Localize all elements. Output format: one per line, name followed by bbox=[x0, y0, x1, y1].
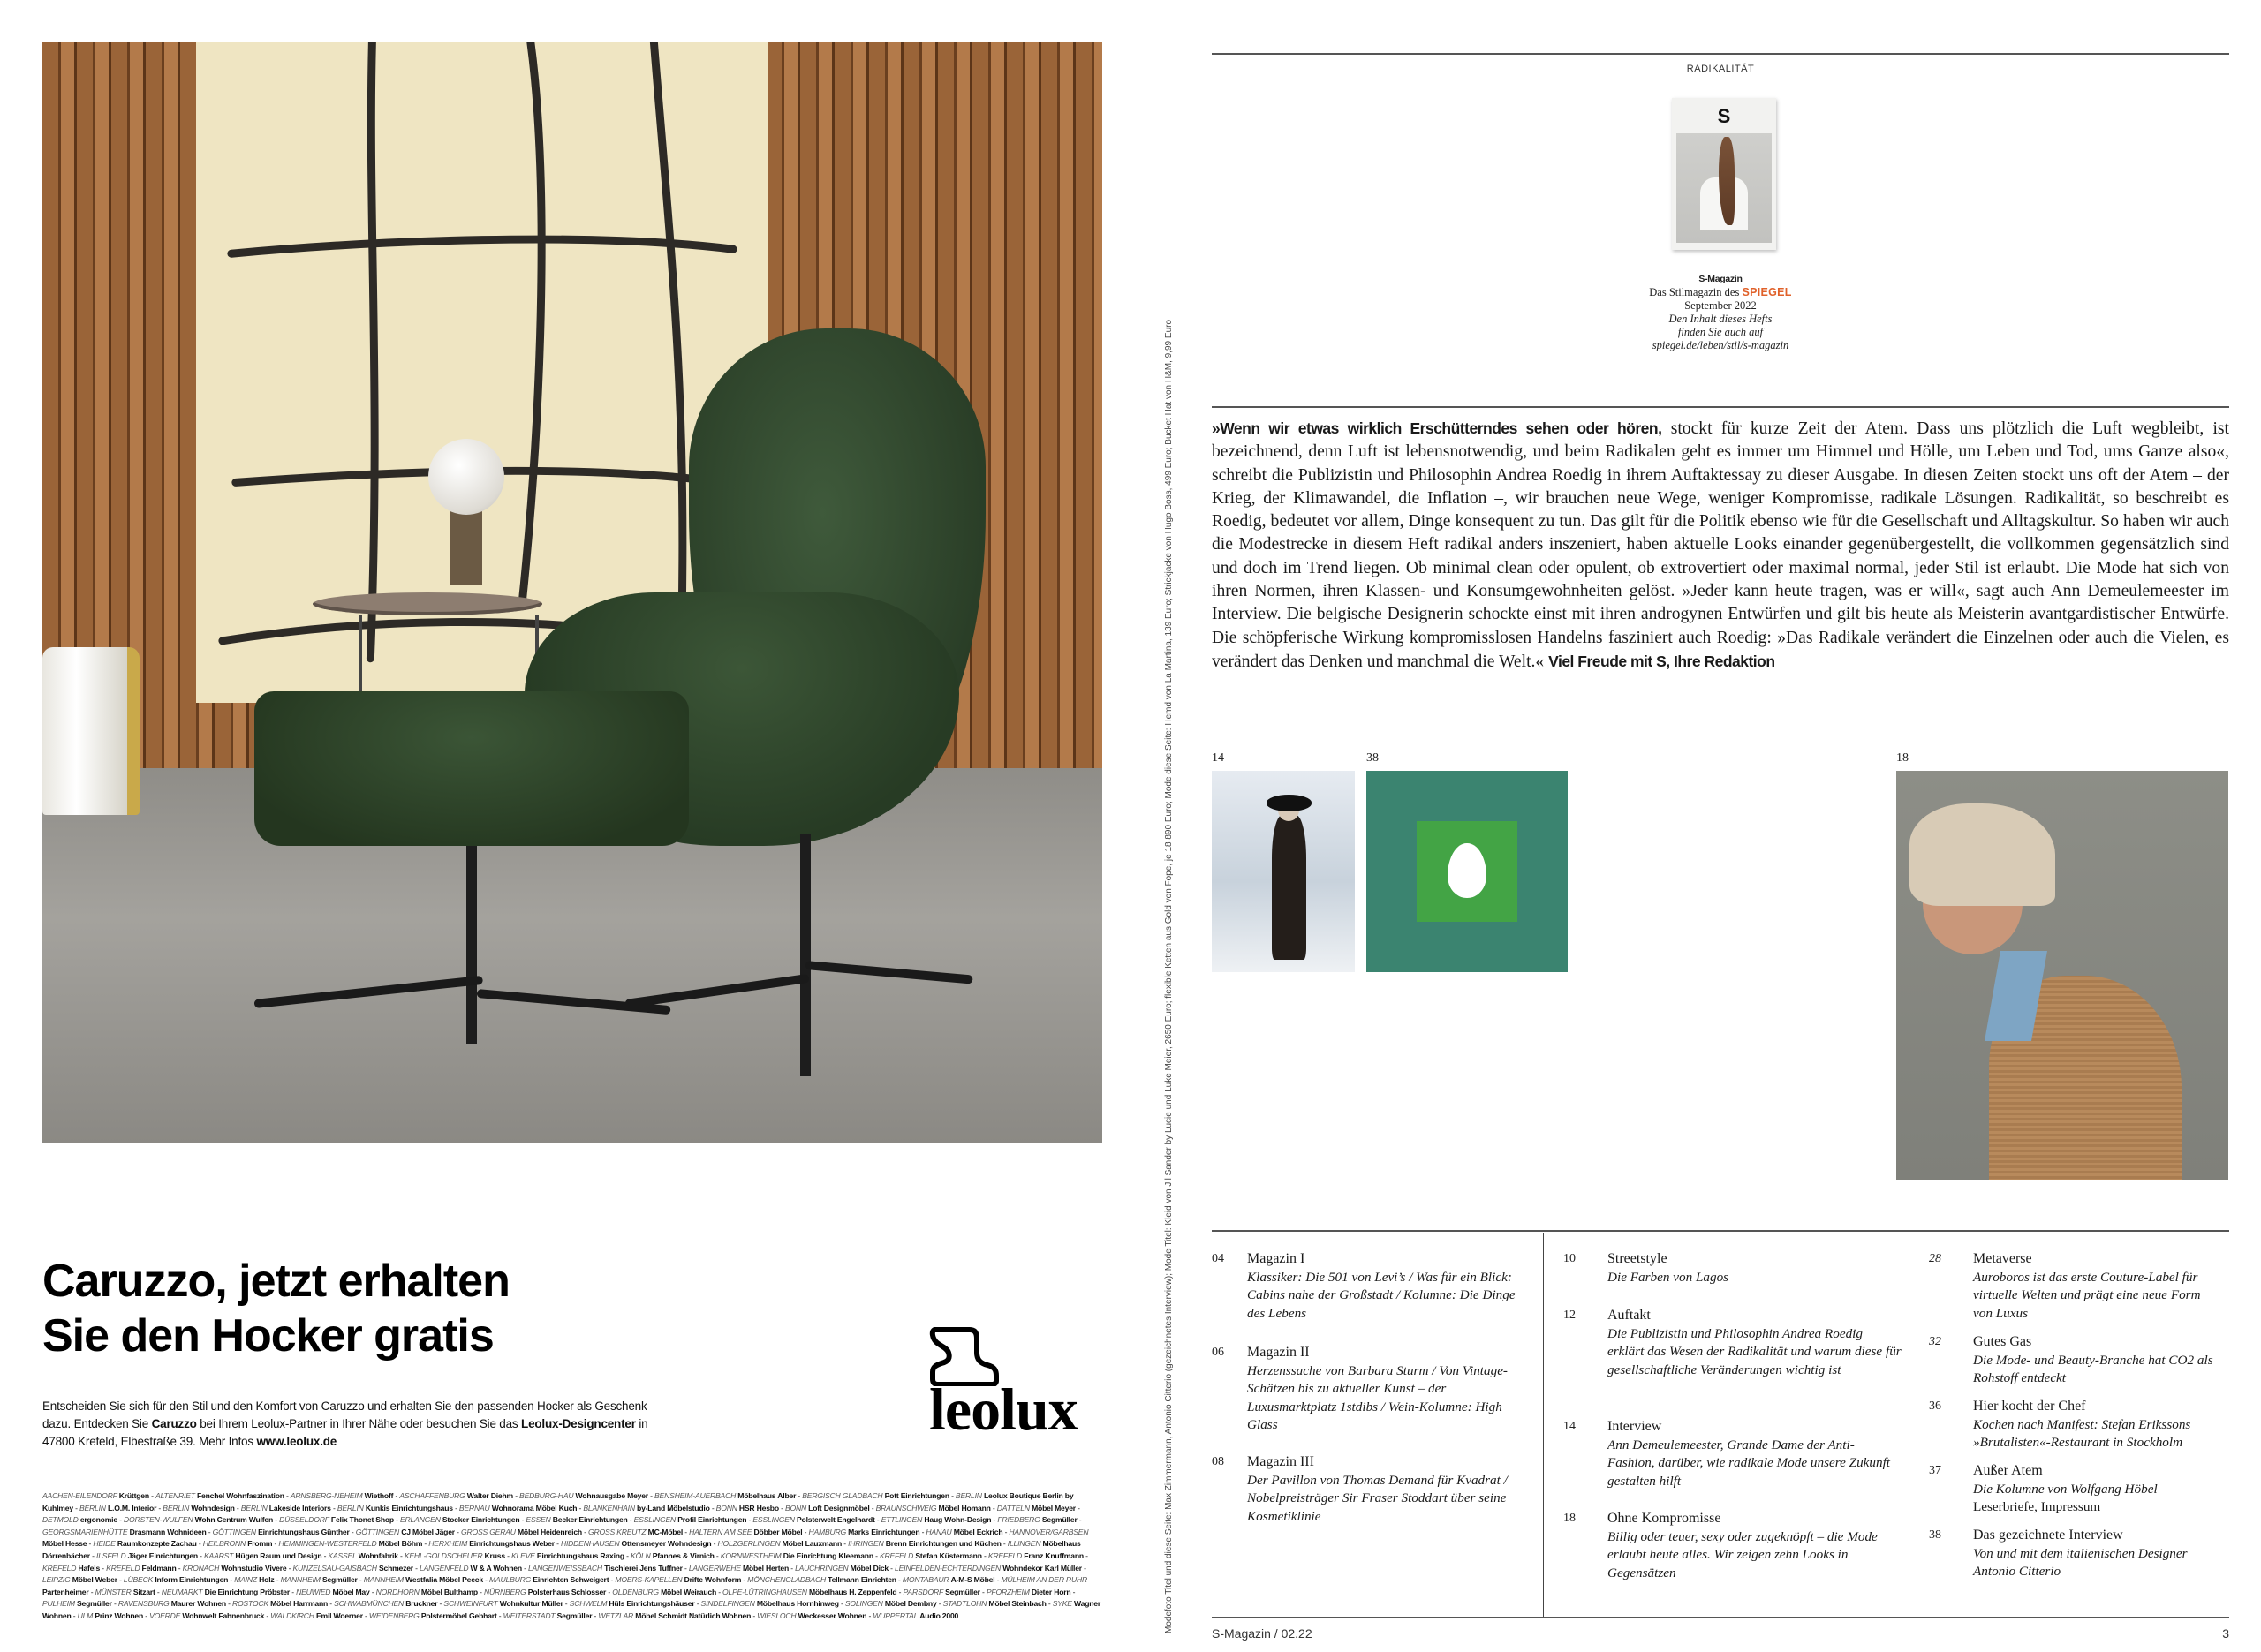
dealer-store: Möbel Dembny bbox=[884, 1599, 937, 1609]
dealer-city: GEORGSMARIENHÜTTE bbox=[42, 1527, 130, 1536]
toc-page-number: 38 bbox=[1929, 1528, 1941, 1542]
dealer-store: Wohnkultur Müller bbox=[499, 1599, 563, 1609]
dealer-city: ILSFELD bbox=[96, 1550, 128, 1560]
dealer-store: Wohnorama Möbel Kuch bbox=[491, 1503, 578, 1512]
dealer-store: Kruss bbox=[484, 1550, 505, 1560]
dealer-store: Audio 2000 bbox=[919, 1611, 959, 1620]
toc-description: Der Pavillon von Thomas Demand für Kvadrat / Nobelpreisträger Sir Fraser Stoddart über seine Kosmetiklinie bbox=[1247, 1472, 1508, 1524]
dealer-city: SOLINGEN bbox=[844, 1599, 885, 1609]
dealer-city: ALTENRIET bbox=[155, 1491, 197, 1500]
chair-pedestal bbox=[800, 834, 811, 1076]
dealer-store: Maurer Wohnen bbox=[170, 1599, 226, 1609]
leolux-logo bbox=[929, 1326, 1115, 1443]
toc-page-number: 08 bbox=[1212, 1455, 1224, 1468]
dealer-city: PARSDORF bbox=[903, 1587, 946, 1596]
dealer-store: Sitzart bbox=[132, 1587, 155, 1596]
dealer-city: LEINFELDEN-ECHTERDINGEN bbox=[895, 1563, 1003, 1573]
dealer-store: Wiethoff bbox=[364, 1491, 394, 1500]
dealer-city: MOERS-KAPELLEN bbox=[615, 1575, 684, 1585]
dealer-store: Drifte Wohnform bbox=[684, 1575, 742, 1585]
dealer-city: NÜRNBERG bbox=[483, 1587, 528, 1596]
dealer-city: MÜNSTER bbox=[95, 1587, 133, 1596]
dealer-city: MANNHEIM bbox=[280, 1575, 322, 1585]
toc-column-2 bbox=[1543, 1233, 1909, 1618]
dealer-store: Dieter Horn bbox=[1031, 1587, 1071, 1596]
dealer-store: Feldmann bbox=[141, 1563, 177, 1573]
dealer-store: Polsterwelt Engelhardt bbox=[796, 1515, 875, 1525]
toc-title: Streetstyle bbox=[1607, 1251, 1667, 1266]
dealer-store: Möbel Steinbach bbox=[988, 1599, 1047, 1609]
dealer-store: Möbel Eckrich bbox=[953, 1527, 1003, 1536]
dealer-store: Möbel Herten bbox=[742, 1563, 790, 1573]
dealer-store: Prinz Wohnen bbox=[95, 1611, 144, 1620]
dealer-city: LÜBECK bbox=[123, 1575, 155, 1585]
dealer-store: Felix Thonet Shop bbox=[330, 1515, 394, 1525]
editorial-text bbox=[1212, 417, 2229, 674]
dealer-city: HIDDENHAUSEN bbox=[560, 1539, 622, 1549]
toc-bottom-rule bbox=[1212, 1617, 2229, 1618]
dealer-city: HANAU bbox=[926, 1527, 954, 1536]
dealer-city: ESSLINGEN bbox=[752, 1515, 797, 1525]
dealer-city: LAUCHRINGEN bbox=[795, 1563, 851, 1573]
dealer-city: ETTLINGEN bbox=[881, 1515, 925, 1525]
dealer-store: Bruckner bbox=[405, 1599, 438, 1609]
top-rule bbox=[1212, 53, 2229, 55]
dealer-city: MONTABAUR bbox=[902, 1575, 951, 1585]
dealer-city: BERNAU bbox=[458, 1503, 492, 1512]
dealer-city: MÜLHEIM AN DER RUHR bbox=[1001, 1575, 1088, 1585]
dealer-city: BONN bbox=[784, 1503, 809, 1512]
ad-url-link[interactable]: www.leolux.de bbox=[256, 1435, 337, 1448]
dealer-store: CJ Möbel Jäger bbox=[401, 1527, 455, 1536]
ad-photo-armchair bbox=[42, 42, 1102, 1143]
dealer-store: Jäger Einrichtungen bbox=[127, 1550, 198, 1560]
dealer-store: Krüttgen bbox=[118, 1491, 149, 1500]
toc-page-number: 37 bbox=[1929, 1464, 1941, 1477]
dealer-store: Möbel Meyer bbox=[1032, 1503, 1076, 1512]
dealer-store: Loft Designmöbel bbox=[808, 1503, 870, 1512]
toc-description: Die Publizistin und Philosophin Andrea Roedig erklärt das Wesen der Radikalität und warum diese für gesellschaftliche Veränderungen wichtig ist bbox=[1607, 1325, 1902, 1377]
ad-body-text: Entscheiden Sie sich für den Stil und den Komfort von Caruzzo und erhalten Sie den passenden Hocker als Geschenk dazu. Entdecken Sie Caruzzo bei Ihrem Leolux-Partner in Ihrer Nähe oder besuchen Sie das Leolux-Designcenter in 47800 Krefeld, Elbestraße 39. Mehr Infos www.leolux.de bbox=[42, 1399, 648, 1448]
dealer-city: ESSEN bbox=[526, 1515, 553, 1525]
dealer-store: Wohndesign bbox=[191, 1503, 235, 1512]
dealer-city: ESSLINGEN bbox=[633, 1515, 678, 1525]
toc-page-number: 18 bbox=[1563, 1512, 1576, 1525]
dealer-city: KREFELD bbox=[879, 1550, 916, 1560]
toc-title: Gutes Gas bbox=[1973, 1334, 2032, 1349]
dealer-city: ARNSBERG-NEHEIM bbox=[290, 1491, 365, 1500]
footer-issue: S-Magazin / 02.22 bbox=[1212, 1626, 1312, 1641]
dealer-city: RAVENSBURG bbox=[117, 1599, 171, 1609]
thumbnail-egg-illustration[interactable] bbox=[1366, 771, 1568, 972]
toc-page-number: 14 bbox=[1563, 1420, 1576, 1433]
ottoman-pedestal bbox=[466, 846, 477, 1044]
dealer-city: MANNHEIM bbox=[363, 1575, 406, 1585]
dealer-city: SCHWABMÜNCHEN bbox=[334, 1599, 406, 1609]
photo-credit: Modefoto Titel und diese Seite: Max Zimmermann, Antonio Citterio (gezeichnetes Interview); Mode Titel: Kleid von Jil Sander by Lucie und Luke Meier, 2650 Euro; flexible Ketten aus Gold von Fope, je 18 890 Euro; Mode diese Seite: Hemd von La Martina, 139 Euro; Strickjacke von Hugo Boss, 499 Euro; Bucket Hat von H&M, 9,99 Euro bbox=[1164, 319, 1174, 1633]
toc-title: Magazin III bbox=[1247, 1454, 1314, 1469]
dealer-city: LEIPZIG bbox=[42, 1575, 72, 1585]
dealer-store: Einrichtungshaus Weber bbox=[469, 1539, 555, 1549]
dealer-store: Tischlerei Jens Tuffner bbox=[604, 1563, 683, 1573]
dealer-city: BERLIN bbox=[163, 1503, 192, 1512]
ottoman bbox=[254, 691, 689, 845]
toc-extra: Leserbriefe, Impressum bbox=[1973, 1499, 2101, 1514]
dealer-city: GÖTTINGEN bbox=[212, 1527, 259, 1536]
dealer-store: Tellmann Einrichten bbox=[828, 1575, 896, 1585]
toc-page-number: 36 bbox=[1929, 1399, 1941, 1413]
dealer-city: DATTELN bbox=[996, 1503, 1032, 1512]
dealer-city: GROSS KREUTZ bbox=[588, 1527, 648, 1536]
dealer-city: PULHEIM bbox=[42, 1599, 77, 1609]
dealer-store: Raumkonzepte Zachau bbox=[117, 1539, 197, 1549]
toc-title: Ohne Kompromisse bbox=[1607, 1511, 1721, 1526]
thumbnail-runway-look[interactable] bbox=[1212, 771, 1355, 972]
dealer-store: Möbel Böhm bbox=[378, 1539, 423, 1549]
toc-description: Die Mode- und Beauty-Branche hat CO2 als Rohstoff entdeckt bbox=[1973, 1352, 2213, 1385]
toc-title: Das gezeichnete Interview bbox=[1973, 1528, 2123, 1543]
dealer-city: IHRINGEN bbox=[848, 1539, 886, 1549]
headline-line-2: Sie den Hocker gratis bbox=[42, 1310, 494, 1362]
toc-description: Billig oder teuer, sexy oder zugeknöpft – die Mode erlaubt heute alles. Wir zeigen zehn Looks in Gegensätzen bbox=[1607, 1528, 1878, 1580]
dealer-store: Möbel May bbox=[332, 1587, 370, 1596]
dealer-city: KLEVE bbox=[510, 1550, 537, 1560]
dealer-store: Segmüller bbox=[1041, 1515, 1078, 1525]
dealer-store: Die Einrichtung Kleemann bbox=[783, 1550, 873, 1560]
dealer-city: OLDENBURG bbox=[612, 1587, 662, 1596]
dealer-store: Segmüller bbox=[321, 1575, 358, 1585]
toc-description: Klassiker: Die 501 von Levi’s / Was für ein Blick: Cabins nahe der Großstadt / Kolumne: Die Dinge des Lebens bbox=[1247, 1269, 1516, 1321]
dealer-store: Haug Wohn-Design bbox=[924, 1515, 992, 1525]
dealer-store: Inform Einrichtungen bbox=[155, 1575, 229, 1585]
dealer-city: BONN bbox=[715, 1503, 739, 1512]
dealer-city: KRONACH bbox=[182, 1563, 222, 1573]
toc-column-3 bbox=[1909, 1233, 2229, 1618]
dealer-store: Möbelhaus H. Zeppenfeld bbox=[808, 1587, 897, 1596]
editorial-signoff: Viel Freude mit S, Ihre Redaktion bbox=[1548, 652, 1775, 670]
dealer-store: Hügen Raum und Design bbox=[235, 1550, 322, 1560]
toc-description: Ann Demeulemeester, Grande Dame der Anti-Fashion, darüber, wie radikale Mode unsere Zukunft gestalten hilft bbox=[1607, 1437, 1891, 1489]
dealer-city: WIESLOCH bbox=[757, 1611, 798, 1620]
dealer-store: Döbber Möbel bbox=[753, 1527, 803, 1536]
dealer-city: OLPE-LÜTRINGHAUSEN bbox=[722, 1587, 809, 1596]
dealer-store: Walter Diehm bbox=[466, 1491, 513, 1500]
dealer-city: HEIDE bbox=[93, 1539, 117, 1549]
dealer-store: Pfannes & Virnich bbox=[652, 1550, 715, 1560]
dealer-store: Wohnfabrik bbox=[358, 1550, 398, 1560]
dealer-store: Pott Einrichtungen bbox=[884, 1491, 949, 1500]
dealer-city: HALTERN AM SEE bbox=[689, 1527, 754, 1536]
dealer-store: Möbel Bulthamp bbox=[420, 1587, 478, 1596]
dealer-store: Westfalia Möbel Peeck bbox=[405, 1575, 483, 1585]
dealer-store: Segmüller bbox=[556, 1611, 593, 1620]
toc-description: Auroboros ist das erste Couture-Label für virtuelle Welten und prägt eine neue Form von Luxus bbox=[1973, 1269, 2201, 1321]
dealer-city: KREFELD bbox=[987, 1550, 1025, 1560]
dealer-store: Möbelhaus Hornhinweg bbox=[756, 1599, 839, 1609]
dealer-city: HERXHEIM bbox=[428, 1539, 470, 1549]
dealer-store: Wohnstudio Vivere bbox=[221, 1563, 287, 1573]
dealer-city: ROSTOCK bbox=[231, 1599, 271, 1609]
magazine-tagline: Das Stilmagazin des SPIEGEL bbox=[1649, 286, 1792, 298]
dealer-city: KORNWESTHEIM bbox=[720, 1550, 783, 1560]
dealer-store: ergonomie bbox=[79, 1515, 117, 1525]
dealer-city: ULM bbox=[77, 1611, 95, 1620]
dealer-city: KAARST bbox=[204, 1550, 236, 1560]
dealer-city: BERLIN bbox=[240, 1503, 269, 1512]
dealer-store: Die Einrichtung Pröbster bbox=[204, 1587, 291, 1596]
dealer-store: Möbel Heidenreich bbox=[517, 1527, 582, 1536]
magazine-name: S-Magazin bbox=[1698, 274, 1743, 284]
dealer-city: LANGENFELD bbox=[420, 1563, 471, 1573]
dealer-store: Ottensmeyer Wohndesign bbox=[621, 1539, 712, 1549]
dealer-city: ERLANGEN bbox=[400, 1515, 442, 1525]
dealer-store: Möbel Homann bbox=[938, 1503, 991, 1512]
table-of-contents bbox=[1212, 1233, 2229, 1618]
toc-title: Auftakt bbox=[1607, 1308, 1651, 1323]
dealer-store: Möbel Hesse bbox=[42, 1539, 87, 1549]
dealer-city: KEHL-GOLDSCHEUER bbox=[404, 1550, 485, 1560]
dealer-store: Lakeside Interiors bbox=[268, 1503, 331, 1512]
dealer-city: PFORZHEIM bbox=[986, 1587, 1032, 1596]
dealer-city: WEITERSTADT bbox=[503, 1611, 557, 1620]
toc-description: Von und mit dem italienischen Designer Antonio Citterio bbox=[1973, 1545, 2188, 1579]
dealer-store: Schmezer bbox=[378, 1563, 413, 1573]
toc-column-1 bbox=[1212, 1233, 1543, 1618]
dealer-store: Polstermöbel Gebhart bbox=[420, 1611, 497, 1620]
dealer-store: Wohnwelt Fahnenbruck bbox=[182, 1611, 265, 1620]
dealer-city: WALDKIRCH bbox=[270, 1611, 317, 1620]
dealer-city: SYKE bbox=[1052, 1599, 1075, 1609]
toc-description: Die Kolumne von Wolfgang Höbel bbox=[1973, 1481, 2158, 1497]
thumbnail-page-number: 14 bbox=[1212, 751, 1224, 765]
globe-lamp bbox=[428, 439, 504, 515]
dealer-city: BLANKENHAIN bbox=[583, 1503, 638, 1512]
headline-line-1: Caruzzo, jetzt erhalten bbox=[42, 1256, 510, 1307]
dealer-city: BERGISCH GLADBACH bbox=[802, 1491, 885, 1500]
dealer-city: ILLINGEN bbox=[1007, 1539, 1043, 1549]
toc-page-number: 10 bbox=[1563, 1252, 1576, 1265]
dealer-city: MAINZ bbox=[234, 1575, 260, 1585]
dealer-city: DETMOLD bbox=[42, 1515, 80, 1525]
issue-date: September 2022 bbox=[1684, 299, 1757, 312]
egg-icon bbox=[1448, 843, 1486, 898]
dealer-city: WUPPERTAL bbox=[873, 1611, 920, 1620]
dealer-city: KÖLN bbox=[630, 1550, 653, 1560]
editorial-lead: »Wenn wir etwas wirklich Erschütterndes sehen oder hören, bbox=[1212, 419, 1662, 437]
toc-description: Kochen nach Manifest: Stefan Erikssons »Brutalisten«-Restaurant in Stockholm bbox=[1973, 1416, 2191, 1450]
dealer-city: VOERDE bbox=[149, 1611, 183, 1620]
dealer-store: by-Land Möbelstudio bbox=[637, 1503, 710, 1512]
dealer-store: Möbel Weber bbox=[72, 1575, 117, 1585]
dealer-store: Hafels bbox=[78, 1563, 101, 1573]
dealer-city: AACHEN-EILENDORF bbox=[42, 1491, 119, 1500]
dealer-city: MÖNCHENGLADBACH bbox=[747, 1575, 828, 1585]
ad-headline bbox=[42, 1254, 837, 1363]
dealer-store: Wohndekor Karl Müller bbox=[1002, 1563, 1082, 1573]
toc-top-rule bbox=[1212, 1230, 2229, 1232]
footer-page-number: 3 bbox=[2222, 1626, 2229, 1641]
dealer-city: LANGERWEHE bbox=[688, 1563, 743, 1573]
dealer-store: Möbel Lauxmann bbox=[782, 1539, 843, 1549]
dealer-store: Kunkis Einrichtungshaus bbox=[365, 1503, 453, 1512]
dealer-city: KÜNZELSAU-GAISBACH bbox=[292, 1563, 379, 1573]
dealer-city: BERLIN bbox=[337, 1503, 366, 1512]
toc-page-number: 04 bbox=[1212, 1252, 1224, 1265]
dealer-city: BERLIN bbox=[955, 1491, 984, 1500]
dealer-store: L.O.M. Interior bbox=[107, 1503, 157, 1512]
toc-page-number: 32 bbox=[1929, 1335, 1941, 1348]
online-url-link[interactable]: spiegel.de/leben/stil/s-magazin bbox=[1652, 339, 1789, 351]
leolux-wordmark: leolux bbox=[929, 1376, 1078, 1443]
dealer-city: HANNOVER/GARBSEN bbox=[1009, 1527, 1089, 1536]
dealer-store: Möbel Harrmann bbox=[270, 1599, 329, 1609]
toc-title: Magazin I bbox=[1247, 1251, 1305, 1266]
dealer-store: MC-Möbel bbox=[647, 1527, 684, 1536]
dealer-city: SCHWEINFURT bbox=[443, 1599, 500, 1609]
dealer-city: KREFELD bbox=[42, 1563, 79, 1573]
dealer-store: Möbel Dick bbox=[850, 1563, 889, 1573]
toc-page-number: 28 bbox=[1929, 1252, 1941, 1265]
s-logo: S bbox=[1717, 105, 1731, 127]
dealer-city: MAULBURG bbox=[489, 1575, 533, 1585]
toc-title: Hier kocht der Chef bbox=[1973, 1399, 2086, 1414]
dealer-city: BRAUNSCHWEIG bbox=[875, 1503, 939, 1512]
dealer-store: Segmüller bbox=[77, 1599, 112, 1609]
dealer-store: Möbelhaus Alber bbox=[737, 1491, 797, 1500]
spiegel-brand: SPIEGEL bbox=[1742, 286, 1792, 298]
dealer-store: Marks Einrichtungen bbox=[848, 1527, 920, 1536]
dealer-store: Partenheimer bbox=[42, 1587, 89, 1596]
dealer-city: GÖTTINGEN bbox=[355, 1527, 402, 1536]
dealer-city: ASCHAFFENBURG bbox=[399, 1491, 467, 1500]
side-table bbox=[313, 592, 542, 615]
dealer-city: BEDBURG-HAU bbox=[519, 1491, 576, 1500]
dealer-city: SCHWELM bbox=[569, 1599, 609, 1609]
editorial-body: stockt für kurze Zeit der Atem. Dass uns plötzlich die Luft wegbleibt, ist bezeichnend, denn Luft ist lebensnotwendig, und beim Radikalen geht es immer um Himmel und Hölle, um Leben und Tod, ums Ganze also«, schreibt die Publizistin und Philosophin Andrea Roedig in ihrem Auftaktessay zu dieser Ausgabe. In diesen Zeiten stockt uns oft der Atem – der Krieg, der Klimawandel, die Inflation –, wir brauchen neue Wege, weniger Kompromisse, radikale Lösungen. Radikalität, so beschreibt es Roedig, bedeutet vor allem, Dinge konsequent zu tun. Das gilt für die Politik ebenso wie für die Gesellschaft und Alltagskultur. So haben wir auch die Modestrecke in diesem Heft radikal anders inszeniert, haben aktuelle Looks einander gegenübergestellt, die vollkommen gegensätzlich sind und doch im Trend liegen. Ob minimal clean oder opulent, ob extrovertiert oder maximal normal, jeder Stil ist erlaubt. Die Mode hat sich von ihren Normen, ihren Klassen- und Konsumgewohnheiten gelöst. »Jeder kann heute tragen, was er will«, sagt auch Ann Demeulemeester im Interview. Die belgische Designerin schockte einst mit ihren androgynen Entwürfen und gilt bis heute als Meisterin avantgardistischer Entwürfe. Die schöpferische Wirkung kompromisslosen Handelns fasziniert auch Roedig: »Das Radikale verändert die Einzelnen oder auch die Vielen, es verändert das Denken und manchmal die Welt.« bbox=[1212, 419, 2230, 671]
dealer-city: DORSTEN-WULFEN bbox=[124, 1515, 195, 1525]
toc-title: Interview bbox=[1607, 1419, 1662, 1434]
dealer-city: BERLIN bbox=[79, 1503, 108, 1512]
dealer-store: Wagner Wohnen bbox=[42, 1599, 1101, 1620]
cover-photo bbox=[1676, 133, 1772, 243]
dealer-store: Becker Einrichtungen bbox=[552, 1515, 628, 1525]
dealer-city: WETZLAR bbox=[598, 1611, 636, 1620]
dealer-city: KASSEL bbox=[328, 1550, 359, 1560]
editorial-rule bbox=[1212, 406, 2229, 408]
dealer-store: Weckesser Wohnen bbox=[798, 1611, 867, 1620]
dealer-city: WEIDENBERG bbox=[368, 1611, 421, 1620]
dealer-list: AACHEN-EILENDORF Krüttgen - ALTENRIET Fenchel Wohnfaszination - ARNSBERG-NEHEIM Wiethoff - ASCHAFFENBURG Walter Diehm - BEDBURG-HAU Wohnausgabe Meyer - BENSHEIM-AUERBACH Möbelhaus Alber - BERGISCH GLADBACH Pott Einrichtungen - BERLIN Leolux Boutique Berlin by Kuhlmey - BERLIN L.O.M. Interior - BERLIN Wohndesign - BERLIN Lakeside Interiors - BERLIN Kunkis Einrichtungshaus - BERNAU Wohnorama Möbel Kuch - BLANKENHAIN by-Land Möbelstudio - BONN HSR Hesbo - BONN Loft Designmöbel - BRAUNSCHWEIG Möbel Homann - DATTELN Möbel Meyer - DETMOLD ergonomie - DORSTEN-WULFEN Wohn Centrum Wulfen - DÜSSELDORF Felix Thonet Shop - ERLANGEN Stocker Einrichtungen - ESSEN Becker Einrichtungen - ESSLINGEN Profil Einrichtungen - ESSLINGEN Polsterwelt Engelhardt - ETTLINGEN Haug Wohn-Design - FRIEDBERG Segmüller - GEORGSMARIENHÜTTE Drasmann Wohnideen - GÖTTINGEN Einrichtungshaus Günther - GÖTTINGEN CJ Möbel Jäger - GROSS GERAU Möbel Heidenreich - GROSS KREUTZ MC-Möbel - HALTERN AM SEE Döbber Möbel - HAMBURG Marks Einrichtungen - HANAU Möbel Eckrich - HANNOVER/GARBSEN Möbel Hesse - HEIDE Raumkonzepte Zachau - HEILBRONN Fromm - HEMMINGEN-WESTERFELD Möbel Böhm - HERXHEIM Einrichtungshaus Weber - HIDDENHAUSEN Ottensmeyer Wohndesign - HOLZGERLINGEN Möbel Lauxmann - IHRINGEN Brenn Einrichtungen und Küchen - ILLINGEN Möbelhaus Dörrenbächer - ILSFELD Jäger Einrichtungen - KAARST Hügen Raum und Design - KASSEL Wohnfabrik - KEHL-GOLDSCHEUER Kruss - KLEVE Einrichtungshaus Raxing - KÖLN Pfannes & Virnich - KORNWESTHEIM Die Einrichtung Kleemann - KREFELD Stefan Küstermann - KREFELD Franz Knuffmann - KREFELD Hafels - KREFELD Feldmann - KRONACH Wohnstudio Vivere - KÜNZELSAU-GAISBACH Schmezer - LANGENFELD W & A Wohnen - LANGENWEISSBACH Tischlerei Jens Tuffner - LANGERWEHE Möbel Herten - LAUCHRINGEN Möbel Dick - LEINFELDEN-ECHTERDINGEN Wohndekor Karl Müller - LEIPZIG Möbel Weber - LÜBECK Inform Einrichtungen - MAINZ Holz - MANNHEIM Segmüller - MANNHEIM Westfalia Möbel Peeck - MAULBURG Einrichten Schweigert - MOERS-KAPELLEN Drifte Wohnform - MÖNCHENGLADBACH Tellmann Einrichten - MONTABAUR A-M-S Möbel - MÜLHEIM AN DER RUHR Partenheimer - MÜNSTER Sitzart - NEUMARKT Die Einrichtung Pröbster - NEUWIED Möbel May - NORDHORN Möbel Bulthamp - NÜRNBERG Polsterhaus Schlosser - OLDENBURG Möbel Weirauch - OLPE-LÜTRINGHAUSEN Möbelhaus H. Zeppenfeld - PARSDORF Segmüller - PFORZHEIM Dieter Horn - PULHEIM Segmüller - RAVENSBURG Maurer Wohnen - ROSTOCK Möbel Harrmann - SCHWABMÜNCHEN Bruckner - SCHWEINFURT Wohnkultur Müller - SCHWELM Hüls Einrichtungshäuser - SINDELFINGEN Möbelhaus Hornhinweg - SOLINGEN Möbel Dembny - STADTLOHN Möbel Steinbach - SYKE Wagner Wohnen - ULM Prinz Wohnen - VOERDE Wohnwelt Fahnenbruck - WALDKIRCH Emil Woerner - WEIDENBERG Polstermöbel Gebhart - WEITERSTADT Segmüller - WETZLAR Möbel Schmidt Natürlich Wohnen - WIESLOCH Weckesser Wohnen - WUPPERTAL Audio 2000 bbox=[42, 1491, 1101, 1620]
dealer-city: FRIEDBERG bbox=[997, 1515, 1042, 1525]
white-stool bbox=[42, 647, 140, 815]
dealer-store: Holz bbox=[259, 1575, 275, 1585]
toc-title: Außer Atem bbox=[1973, 1463, 2043, 1478]
dealer-city: HEILBRONN bbox=[202, 1539, 248, 1549]
dealer-city: NEUMARKT bbox=[161, 1587, 205, 1596]
dealer-city: BENSHEIM-AUERBACH bbox=[654, 1491, 738, 1500]
dealer-city: NEUWIED bbox=[296, 1587, 333, 1596]
dealer-store: Stefan Küstermann bbox=[915, 1550, 982, 1560]
dealer-store: Fenchel Wohnfaszination bbox=[196, 1491, 284, 1500]
dealer-store: Wohn Centrum Wulfen bbox=[194, 1515, 274, 1525]
toc-description: Die Farben von Lagos bbox=[1607, 1269, 1729, 1285]
dealer-store: Einrichtungshaus Raxing bbox=[536, 1550, 624, 1560]
dealer-store: Möbel Weirauch bbox=[661, 1587, 716, 1596]
dealer-store: Segmüller bbox=[945, 1587, 980, 1596]
dealer-city: HEMMINGEN-WESTERFELD bbox=[278, 1539, 379, 1549]
dealer-store: Brenn Einrichtungen und Küchen bbox=[885, 1539, 1002, 1549]
dealer-city: KREFELD bbox=[106, 1563, 142, 1573]
dealer-city: HOLZGERLINGEN bbox=[717, 1539, 783, 1549]
dealer-city: NORDHORN bbox=[375, 1587, 421, 1596]
dealer-store: Profil Einrichtungen bbox=[677, 1515, 747, 1525]
dealer-store: HSR Hesbo bbox=[738, 1503, 779, 1512]
toc-description: Herzenssache von Barbara Sturm / Von Vintage-Schätzen bis zu aktueller Kunst – der Luxusmarktplatz 1stdibs / Wein-Kolumne: High Glass bbox=[1247, 1362, 1508, 1432]
toc-page-number: 12 bbox=[1563, 1309, 1576, 1322]
dealer-store: Franz Knuffmann bbox=[1024, 1550, 1084, 1560]
dealer-city: STADTLOHN bbox=[942, 1599, 989, 1609]
dealer-store: Drasmann Wohnideen bbox=[129, 1527, 207, 1536]
dealer-store: A-M-S Möbel bbox=[950, 1575, 995, 1585]
toc-page-number: 06 bbox=[1212, 1346, 1224, 1359]
thumbnail-page-number: 38 bbox=[1366, 751, 1379, 765]
thumbnail-page-number: 18 bbox=[1896, 751, 1909, 765]
lamp-base bbox=[450, 510, 482, 585]
dealer-store: Emil Woerner bbox=[316, 1611, 363, 1620]
dealer-store: Möbel Schmidt Natürlich Wohnen bbox=[635, 1611, 752, 1620]
dealer-store: Wohnausgabe Meyer bbox=[575, 1491, 648, 1500]
magazine-cover-thumbnail bbox=[1672, 98, 1776, 250]
cover-caption: S-Magazin Das Stilmagazin des SPIEGEL September 2022 Den Inhalt dieses Hefts finden Sie auch auf spiegel.de/leben/stil/s-magazin bbox=[1212, 273, 2229, 352]
dealer-store: W & A Wohnen bbox=[470, 1563, 522, 1573]
dealer-city: GROSS GERAU bbox=[460, 1527, 518, 1536]
dealer-store: Polsterhaus Schlosser bbox=[527, 1587, 607, 1596]
dealer-store: Leolux Boutique Berlin by Kuhlmey bbox=[42, 1491, 1074, 1512]
dealer-city: SINDELFINGEN bbox=[700, 1599, 757, 1609]
dealer-store: Hüls Einrichtungshäuser bbox=[609, 1599, 695, 1609]
dealer-city: LANGENWEISSBACH bbox=[527, 1563, 605, 1573]
thumbnail-bucket-hat-portrait[interactable] bbox=[1896, 771, 2228, 1180]
dealer-city: HAMBURG bbox=[808, 1527, 849, 1536]
toc-title: Magazin II bbox=[1247, 1345, 1310, 1360]
section-label: RADIKALITÄT bbox=[1686, 64, 1755, 74]
dealer-store: Einrichtungshaus Günther bbox=[258, 1527, 350, 1536]
dealer-store: Stocker Einrichtungen bbox=[442, 1515, 520, 1525]
dealer-city: DÜSSELDORF bbox=[279, 1515, 331, 1525]
dealer-store: Möbelhaus Dörrenbächer bbox=[42, 1539, 1081, 1560]
toc-title: Metaverse bbox=[1973, 1251, 2032, 1266]
dealer-store: Fromm bbox=[247, 1539, 273, 1549]
dealer-store: Einrichten Schweigert bbox=[533, 1575, 609, 1585]
